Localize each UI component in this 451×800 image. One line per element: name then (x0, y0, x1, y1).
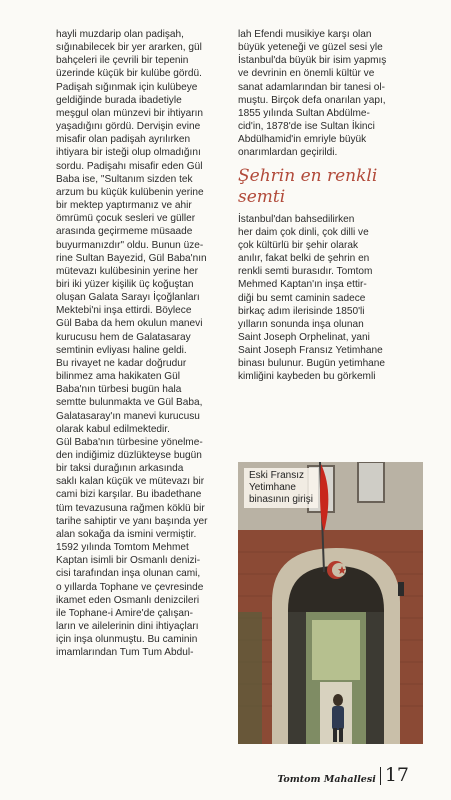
footer-separator (380, 767, 381, 785)
left-column (56, 28, 226, 660)
footer-title: Tomtom Mahallesi (277, 774, 376, 785)
page-number: 17 (384, 764, 409, 786)
photo-caption: Eski Fransız Yetimhane binasının girişi (244, 468, 318, 508)
section-heading: Şehrin en renkli semti (238, 165, 378, 207)
right-column-text-bottom: İstanbul'dan bahsedilirken her daim çok dinli, çok dilli ve çok kültürlü bir şehir olarak anılır, fakat belki de şehrin en renkli semti burasıdır. Tomtom Mehmed Kaptan'ın inşa ettir- diği bu semt caminin sadece birkaç adım ilerisinde 1850'li yılların sonunda inşa olunan Saint Joseph Orphelinat, yani Saint Joseph Fransız Yetimhane binası bulunur. Bugün yetimhane kimliğini kaybeden bu görkemli (238, 213, 386, 383)
right-column (238, 28, 406, 384)
orphanage-entrance-photo (238, 462, 423, 744)
page-footer (277, 766, 409, 785)
right-column-text-top: lah Efendi musikiye karşı olan büyük yeteneği ve güzel sesi yle İstanbul'da büyük bir isim yapmış ve devrinin en önemli kültür ve sanat adamlarından bir tanesi ol- muştu. Birçok defa onarılan yapı, 1855 yılında Sultan Abdülme- cid'in, 1878'de ise Sultan İkinci Abdülhamid'in emriyle büyük onarımlardan geçirildi. (238, 29, 387, 159)
left-column-text: hayli muzdarip olan padişah, sığınabilecek bir yer ararken, gül bahçeleri ile çevrili bir tepenin üzerinde küçük bir kulübe gördü. Padişah sığınmak için kulübeye geldiğinde burada ibadetiyle meşgul olan münzevi bir ihtiyarın yaşadığını gördü. Dervişin evine misafir olan padişah ayrılırken ihtiyara bir isteği olup olmadığını sordu. Padişahı misafir eden Gül Baba ise, "Sultanım sizden tek arzum bu küçük kulübenin yerine bir mektep yaptırmanız ve ahir ömrümü çocuk sesleri ve güller arasında geçirmeme müsaade buyurmanızdır" oldu. Bunun üze- rine Sultan Bayezid, Gül Baba'nın mütevazı kulübesinin yerine her biri iki yüzer kişilik üç koğuştan oluşan Galata Sarayı İçoğlanları Mektebi'ni inşa ettirdi. Böylece Gül Baba da hem okulun manevi kurucusu hem de Galatasaray semtinin evliyası haline geldi. Bu rivayet ne kadar doğrudur bilinmez ama hakikaten Gül Baba'nın türbesi bugün hala semtte bulunmakta ve Gül Baba, Galatasaray'ın manevi kurucusu olarak kabul edilmektedir. Gül Baba'nın türbesine yönelme- den indiğimiz düzlükteyse bugün bir taksi durağının arkasında saklı kalan küçük ve mütevazı bir cami bizi karşılar. Bu ibadethane tüm tevazusuna rağmen köklü bir tarihe sahiptir ve yanı başında yer alan sokağa da ismini vermiştir. 1592 yılında Tomtom Mehmet Kaptan isimli bir Osmanlı denizi- cisi tarafından inşa olunan cami, o yıllarda Tophane ve çevresinde ikamet eden Osmanlı denizcileri ile Tophane-i Amire'de çalışan- ların ve ailelerinin dini ihtiyaçları için inşa olunmuştu. Bu caminin imamlarından Tum Tum Abdul- (56, 29, 208, 659)
